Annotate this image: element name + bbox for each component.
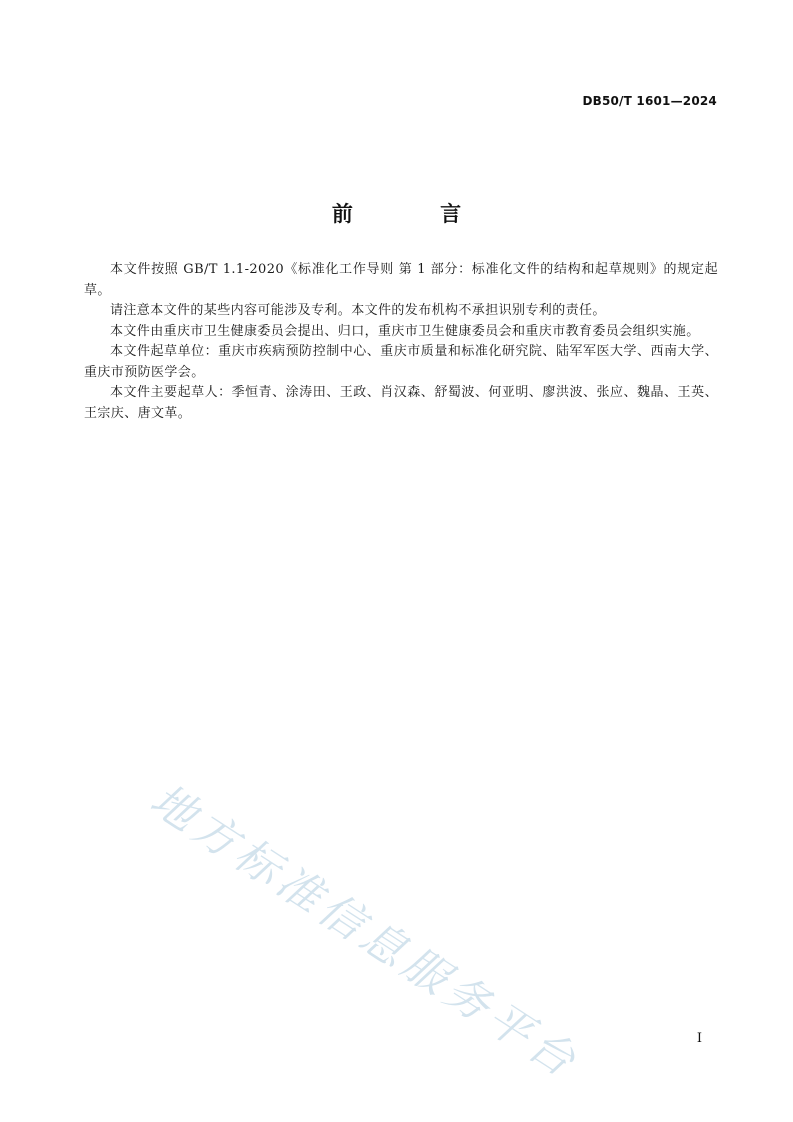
watermark: 地方标准信息服务平台 xyxy=(141,774,589,1090)
paragraph-drafting-rules: 本文件按照 GB/T 1.1-2020《标准化工作导则 第 1 部分：标准化文件的结构和起草规则》的规定起草。 xyxy=(84,262,718,298)
page-title: 前 言 xyxy=(331,202,502,226)
standard-code: DB50/T 1601—2024 xyxy=(582,94,717,108)
paragraph-patent-notice: 请注意本文件的某些内容可能涉及专利。本文件的发布机构不承担识别专利的责任。 xyxy=(110,303,606,318)
paragraph-proposer: 本文件由重庆市卫生健康委员会提出、归口，重庆市卫生健康委员会和重庆市教育委员会组织实施。 xyxy=(110,323,700,339)
paragraph-drafting-units: 本文件起草单位：重庆市疾病预防控制中心、重庆市质量和标准化研究院、陆军军医大学、西南大学、重庆市预防医学会。 xyxy=(84,344,718,380)
paragraph-drafters: 本文件主要起草人：季恒青、涂涛田、王政、肖汉森、舒蜀波、何亚明、廖洪波、张应、魏晶、王英、王宗庆、唐文革。 xyxy=(84,385,718,421)
foreword-body xyxy=(84,260,718,424)
page-number: I xyxy=(696,1031,702,1046)
